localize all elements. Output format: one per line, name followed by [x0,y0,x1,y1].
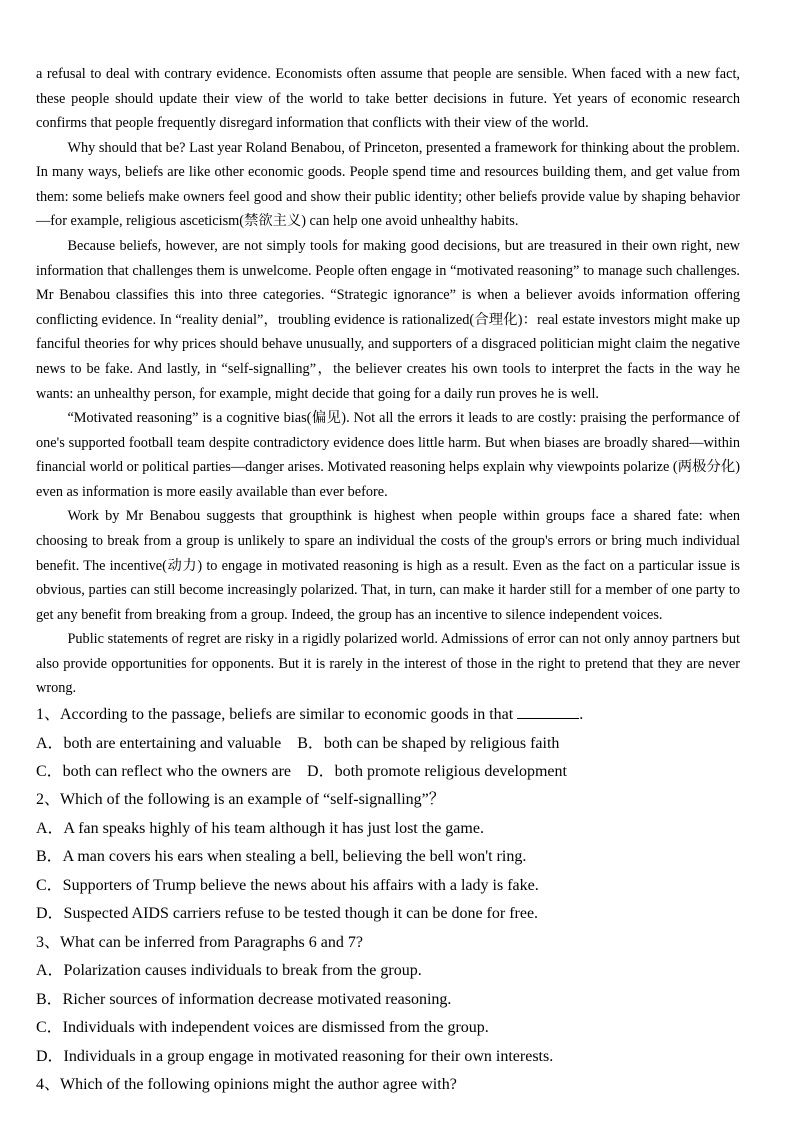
question-item-1 [36,701,740,786]
passage-paragraph-6: Public statements of regret are risky in a rigidly polarized world. Admissions of error can not only annoy partners but also provide opportunities for opponents. But it is rarely in the interest of those in the right to pretend that they are never wrong. [36,631,740,697]
question-1-stem [36,701,740,729]
question-2-option-c[interactable]: C．Supporters of Trump believe the news about his affairs with a lady is fake. [36,876,539,894]
question-3-stem: 3、What can be inferred from Paragraphs 6 and 7? [36,933,363,951]
passage-paragraph-3: Because beliefs, however, are not simply tools for making good decisions, but are treasured in their own right, new information that challenges them is unwelcome. People often engage in “motivated reasoning” to manage such challenges. Mr Benabou classifies this into three categories. “Strategic ignorance” is when a believer avoids information offering conflicting evidence. In “reality denial”，troubling evidence is rationalized(合理化)：real estate investors might make up fanciful theories for why prices should behave unusually, and supporters of a disgraced politician might claim the negative news to be fake. And lastly, in “self-signalling”，the believer creates his own tools to interpret the facts in the way he wants: an unhealthy person, for example, might decide that going for a daily run proves he is well. [36,238,740,402]
question-item-3 [36,929,740,1071]
question-2-option-a[interactable]: A．A fan speaks highly of his team although it has just lost the game. [36,819,484,837]
passage-paragraph-2: Why should that be? Last year Roland Benabou, of Princeton, presented a framework for thinking about the problem. In many ways, beliefs are like other economic goods. People spend time and resources building them, and get value from them: some beliefs make owners feel good and show their public identity; other beliefs provide value by shaping behavior—for example, religious asceticism(禁欲主义) can help one avoid unhealthy habits. [36,139,740,230]
question-2-stem: 2、Which of the following is an example of “self-signalling”？ [36,791,445,809]
passage-paragraph-5: Work by Mr Benabou suggests that groupthink is highest when people within groups face a shared fate: when choosing to break from a group is unlikely to spare an individual the costs of the group's errors or bring much individual benefit. The incentive(动力) to engage in motivated reasoning is high as a result. Even as the fact on a particular issue is obvious, parties can still become increasingly polarized. That, in turn, can make it harder still for a member of one party to get any benefit from breaking from a group. Indeed, the group has an incentive to silence independent voices. [36,508,740,623]
question-1-stem-tail: . [579,706,584,724]
question-3-option-a[interactable]: A．Polarization causes individuals to break from the group. [36,962,422,980]
question-item-4 [36,1071,740,1099]
answer-blank[interactable] [517,718,579,719]
question-item-2 [36,786,740,928]
reading-passage [36,62,740,701]
question-1-option-row-2[interactable]: C．both can reflect who the owners are D．both promote religious development [36,762,567,780]
question-2-option-d[interactable]: D．Suspected AIDS carriers refuse to be tested though it can be done for free. [36,905,539,923]
question-3-option-c[interactable]: C．Individuals with independent voices are dismissed from the group. [36,1019,489,1037]
question-3-option-b[interactable]: B．Richer sources of information decrease motivated reasoning. [36,990,452,1008]
question-1-option-row-1[interactable]: A．both are entertaining and valuable B．both can be shaped by religious faith [36,734,560,752]
passage-paragraph-1: a refusal to deal with contrary evidence. Economists often assume that people are sensible. When faced with a new fact, these people should update their view of the world to take better decisions in future. Yet years of economic research confirms that people frequently disregard information that conflicts with their view of the world. [36,66,740,132]
question-4-stem: 4、Which of the following opinions might the author agree with? [36,1076,457,1094]
question-3-option-d[interactable]: D．Individuals in a group engage in motivated reasoning for their own interests. [36,1047,554,1065]
passage-paragraph-4: “Motivated reasoning” is a cognitive bias(偏见). Not all the errors it leads to are costly: praising the performance of one's supported football team despite contradictory evidence does little harm. But when biases are broadly shared—within financial world or political parties—danger arises. Motivated reasoning helps explain why viewpoints polarize (两极分化) even as information is more easily available than ever before. [36,410,740,500]
question-list [36,701,740,1100]
question-2-option-b[interactable]: B．A man covers his ears when stealing a bell, believing the bell won't ring. [36,848,527,866]
question-1-stem-text: 1、According to the passage, beliefs are similar to economic goods in that [36,706,518,724]
